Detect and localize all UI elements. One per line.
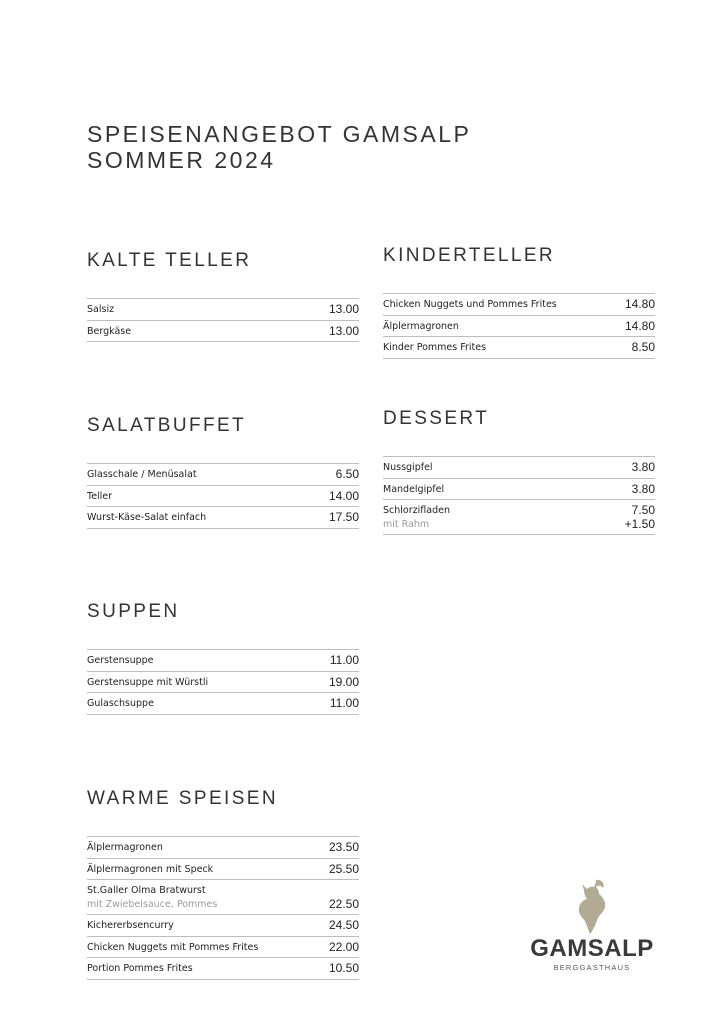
menu-item-price: 17.50 <box>328 510 359 524</box>
menu-item-price-block <box>336 468 359 482</box>
menu-item-extra-price: +1.50 <box>624 516 655 531</box>
section-heading: KINDERTELLER <box>383 245 556 266</box>
menu-item-price-block <box>632 341 655 355</box>
menu-item-name-block <box>383 320 625 334</box>
menu-item <box>87 650 359 672</box>
page-title-line-1: SPEISENANGEBOT GAMSALP <box>87 121 472 147</box>
menu-item-name: Chicken Nuggets mit Pommes Frites <box>87 941 259 953</box>
section-kalte-teller <box>87 250 359 342</box>
menu-item-name-block <box>383 504 625 531</box>
menu-item <box>87 464 359 486</box>
menu-item-name-block <box>87 697 330 711</box>
menu-item-name: Bergkäse <box>87 325 132 337</box>
page-title <box>87 121 471 173</box>
menu-list <box>383 456 655 535</box>
menu-item-name: Nussgipfel <box>383 462 433 473</box>
section-warme-speisen <box>87 788 359 980</box>
menu-item-price: 6.50 <box>335 467 359 481</box>
menu-item-name: Portion Pommes Frites <box>87 963 193 974</box>
chamois-head-icon <box>572 878 612 936</box>
menu-item-name-block <box>87 325 329 339</box>
menu-item-price: 13.00 <box>328 323 359 338</box>
menu-item-price-block <box>329 884 359 911</box>
gamsalp-logo <box>530 878 654 972</box>
menu-item-price-block <box>329 303 359 317</box>
menu-item-price: 7.50 <box>631 503 655 517</box>
menu-item-price-block <box>329 325 359 339</box>
menu-item-price: 10.50 <box>328 961 359 975</box>
menu-item-description: mit Zwiebelsauce, Pommes <box>87 898 218 910</box>
menu-item-name-block <box>87 941 329 955</box>
menu-item-name: Älplermagronen <box>383 320 459 332</box>
menu-item-price: 14.00 <box>328 488 359 503</box>
menu-item-price-block <box>329 511 359 525</box>
menu-item-price-block <box>632 461 655 475</box>
menu-item <box>87 915 359 937</box>
section-heading: SALATBUFFET <box>87 415 247 436</box>
menu-item-name-block <box>87 962 329 976</box>
menu-item-name: Gerstensuppe <box>87 655 154 666</box>
section-dessert <box>383 408 655 535</box>
menu-list <box>87 649 359 715</box>
menu-item <box>383 337 655 359</box>
menu-item-price: 22.50 <box>328 896 359 911</box>
menu-item-price-block <box>329 676 359 690</box>
menu-item-name-block <box>87 884 329 911</box>
menu-item-name-block <box>383 341 632 355</box>
menu-item-name: Schlorzifladen <box>383 505 450 516</box>
menu-item-price: 24.50 <box>328 918 359 932</box>
menu-item-price-block <box>632 483 655 497</box>
menu-item <box>87 486 359 508</box>
page-title-line-2: SOMMER 2024 <box>87 147 276 173</box>
menu-item <box>87 693 359 715</box>
menu-item <box>87 859 359 881</box>
menu-item-price-block <box>625 320 655 334</box>
menu-item-name: St.Galler Olma Bratwurst <box>87 885 206 896</box>
menu-item-name: Salsiz <box>87 304 115 315</box>
menu-item <box>87 937 359 959</box>
menu-item <box>87 672 359 694</box>
menu-item-price-block <box>330 697 359 711</box>
menu-item-name-block <box>383 483 632 497</box>
menu-item-name-block <box>87 303 329 317</box>
menu-item-name: Chicken Nuggets und Pommes Frites <box>383 299 557 310</box>
menu-item <box>87 880 359 915</box>
menu-item-name: Mandelgipfel <box>383 483 445 495</box>
menu-item-price: 8.50 <box>631 340 655 354</box>
menu-item-price-block <box>329 919 359 933</box>
section-heading: KALTE TELLER <box>87 250 252 271</box>
section-heading: SUPPEN <box>87 601 180 622</box>
menu-item-name-block <box>87 654 330 668</box>
menu-item-name: Glasschale / Menüsalat <box>87 469 197 480</box>
menu-item-name: Gulaschsuppe <box>87 698 154 709</box>
menu-item <box>383 500 655 535</box>
menu-item-price: 25.50 <box>328 861 359 876</box>
menu-item-price-block <box>329 490 359 504</box>
menu-item <box>87 958 359 980</box>
menu-item-price: 23.50 <box>328 840 359 854</box>
section-heading: DESSERT <box>383 408 490 429</box>
menu-item-price: 14.80 <box>624 318 655 333</box>
section-suppen <box>87 601 359 715</box>
menu-item-name-block <box>87 676 329 690</box>
menu-item-price-block <box>329 941 359 955</box>
menu-item <box>87 507 359 529</box>
menu-item-price: 11.00 <box>329 653 359 667</box>
menu-item-price-block <box>329 863 359 877</box>
menu-item-price: 13.00 <box>328 302 359 316</box>
menu-item-name: Älplermagronen <box>87 842 163 853</box>
menu-item-description: mit Rahm <box>383 518 430 530</box>
section-salatbuffet <box>87 415 359 529</box>
menu-item-price: 19.00 <box>328 674 359 689</box>
menu-item-price-block <box>330 654 359 668</box>
menu-list <box>87 463 359 529</box>
menu-list <box>383 293 655 359</box>
menu-item-name: Älplermagronen mit Speck <box>87 863 214 875</box>
menu-item <box>383 294 655 316</box>
menu-item-name: Kichererbsencurry <box>87 920 174 931</box>
menu-item-name: Kinder Pommes Frites <box>383 342 487 353</box>
menu-item-name-block <box>87 468 336 482</box>
logo-tagline: BERGGASTHAUS <box>553 963 631 972</box>
menu-item-price-block <box>625 504 655 531</box>
menu-item <box>87 321 359 343</box>
menu-item-price: 3.80 <box>631 481 655 496</box>
menu-item <box>87 299 359 321</box>
menu-item-name-block <box>87 511 329 525</box>
menu-list <box>87 298 359 342</box>
menu-item-name: Wurst-Käse-Salat einfach <box>87 512 207 523</box>
menu-item-price: 22.00 <box>328 939 359 954</box>
section-kinderteller <box>383 245 655 359</box>
menu-item-name-block <box>383 461 632 475</box>
menu-item <box>383 457 655 479</box>
menu-item-price: 3.80 <box>631 460 655 474</box>
section-heading: WARME SPEISEN <box>87 788 278 809</box>
menu-item <box>383 316 655 338</box>
menu-item-name-block <box>87 841 329 855</box>
menu-item-name: Gerstensuppe mit Würstli <box>87 676 209 688</box>
menu-item-name-block <box>383 298 625 312</box>
menu-item-price-block <box>329 841 359 855</box>
menu-item-price: 14.80 <box>624 297 655 311</box>
menu-item <box>383 479 655 501</box>
menu-item <box>87 837 359 859</box>
menu-item-name: Teller <box>87 490 113 502</box>
menu-item-price-block <box>329 962 359 976</box>
menu-list <box>87 836 359 980</box>
menu-item-price: 11.00 <box>329 696 359 710</box>
menu-item-name-block <box>87 919 329 933</box>
logo-brand: GAMSALP <box>530 935 654 962</box>
menu-item-price-block <box>625 298 655 312</box>
menu-item-name-block <box>87 490 329 504</box>
menu-item-name-block <box>87 863 329 877</box>
